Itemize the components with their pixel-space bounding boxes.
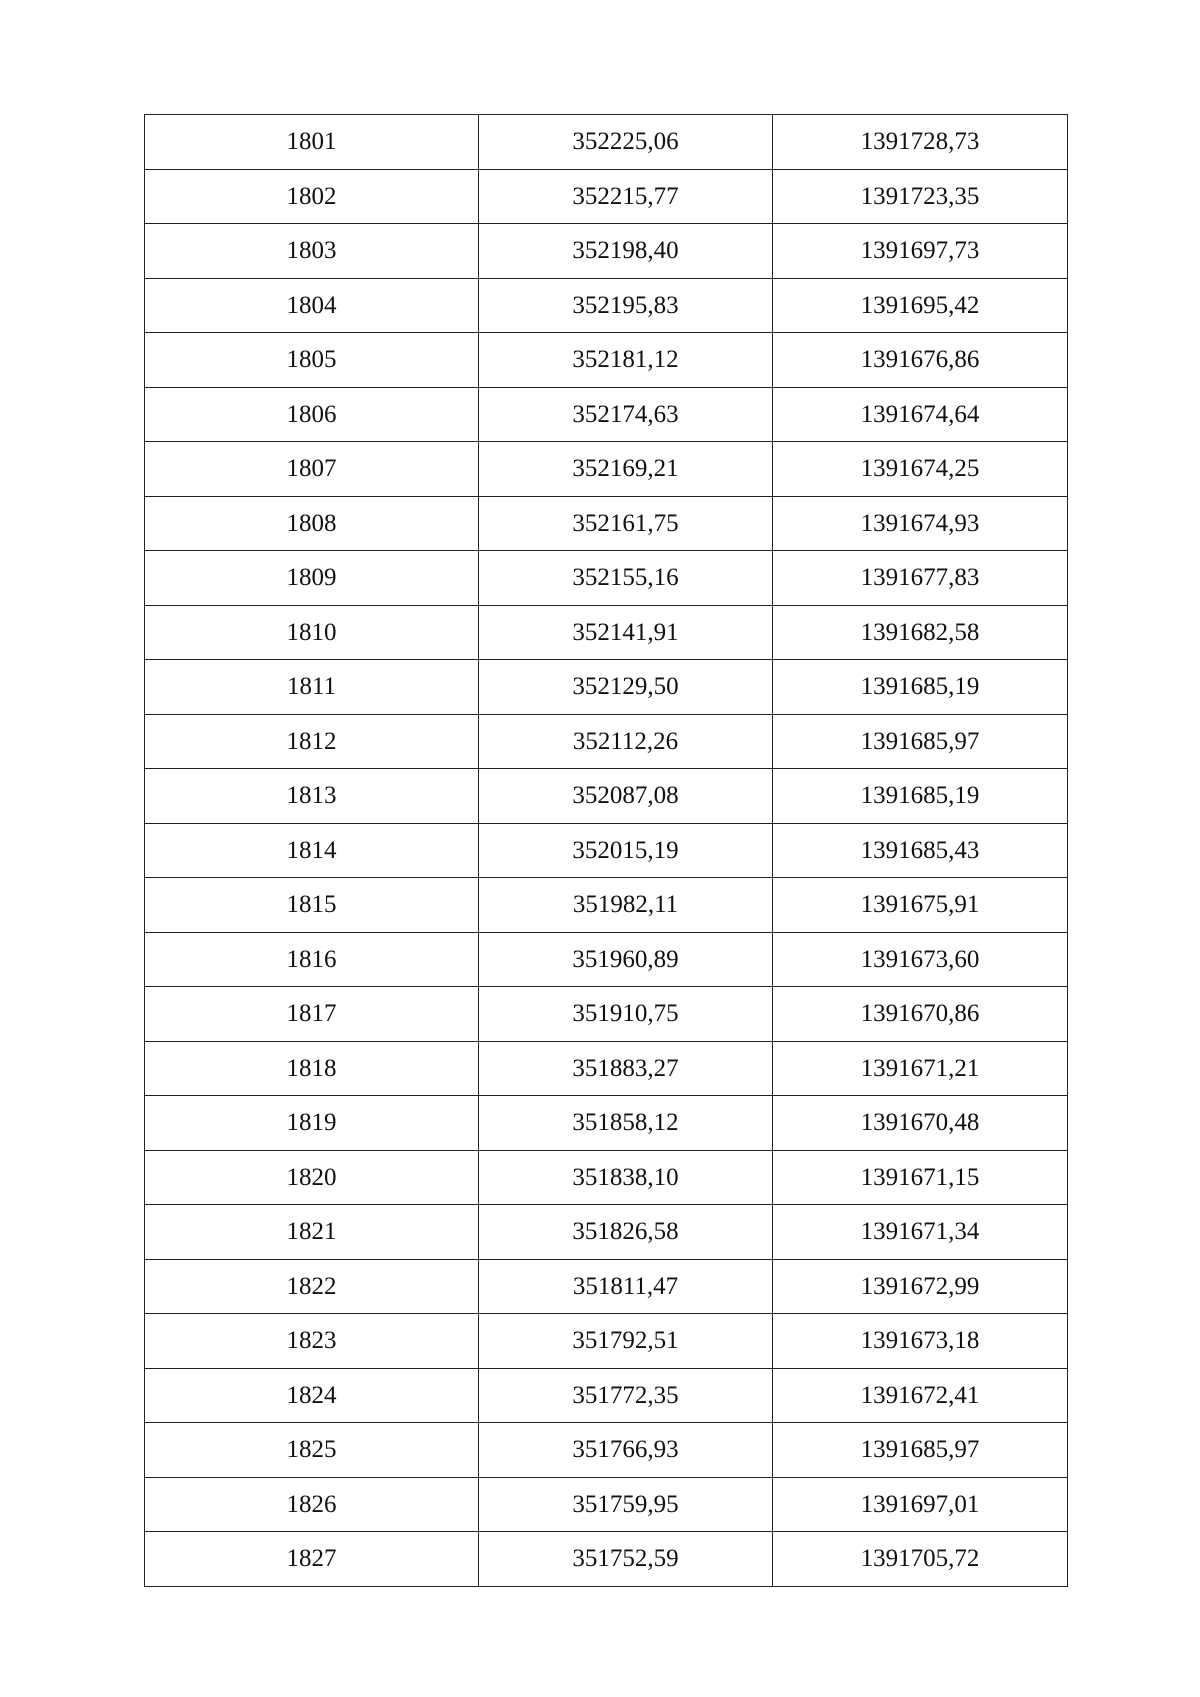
table-row	[145, 769, 1068, 824]
point-number-cell: 1818	[145, 1041, 479, 1096]
y-coordinate-cell: 1391677,83	[773, 551, 1068, 606]
point-number-cell: 1805	[145, 333, 479, 388]
table-row	[145, 1477, 1068, 1532]
x-coordinate-cell: 352225,06	[479, 115, 773, 170]
point-number-cell: 1826	[145, 1477, 479, 1532]
y-coordinate-cell: 1391697,73	[773, 224, 1068, 279]
table-row	[145, 605, 1068, 660]
y-coordinate-cell: 1391674,64	[773, 387, 1068, 442]
table-row	[145, 932, 1068, 987]
x-coordinate-cell: 352015,19	[479, 823, 773, 878]
table-row	[145, 333, 1068, 388]
point-number-cell: 1824	[145, 1368, 479, 1423]
x-coordinate-cell: 351752,59	[479, 1532, 773, 1587]
coordinates-table-body	[145, 115, 1068, 1587]
x-coordinate-cell: 352161,75	[479, 496, 773, 551]
point-number-cell: 1801	[145, 115, 479, 170]
table-row	[145, 387, 1068, 442]
y-coordinate-cell: 1391685,97	[773, 1423, 1068, 1478]
point-number-cell: 1816	[145, 932, 479, 987]
table-row	[145, 1041, 1068, 1096]
table-row	[145, 1368, 1068, 1423]
table-row	[145, 278, 1068, 333]
y-coordinate-cell: 1391674,93	[773, 496, 1068, 551]
table-row	[145, 1532, 1068, 1587]
point-number-cell: 1803	[145, 224, 479, 279]
y-coordinate-cell: 1391685,43	[773, 823, 1068, 878]
table-row	[145, 551, 1068, 606]
point-number-cell: 1802	[145, 169, 479, 224]
x-coordinate-cell: 352174,63	[479, 387, 773, 442]
table-row	[145, 115, 1068, 170]
point-number-cell: 1813	[145, 769, 479, 824]
x-coordinate-cell: 351858,12	[479, 1096, 773, 1151]
point-number-cell: 1808	[145, 496, 479, 551]
y-coordinate-cell: 1391673,60	[773, 932, 1068, 987]
point-number-cell: 1811	[145, 660, 479, 715]
y-coordinate-cell: 1391723,35	[773, 169, 1068, 224]
y-coordinate-cell: 1391675,91	[773, 878, 1068, 933]
x-coordinate-cell: 351910,75	[479, 987, 773, 1042]
x-coordinate-cell: 351759,95	[479, 1477, 773, 1532]
table-row	[145, 169, 1068, 224]
table-row	[145, 442, 1068, 497]
x-coordinate-cell: 352141,91	[479, 605, 773, 660]
point-number-cell: 1814	[145, 823, 479, 878]
table-row	[145, 1150, 1068, 1205]
x-coordinate-cell: 351772,35	[479, 1368, 773, 1423]
table-row	[145, 1096, 1068, 1151]
point-number-cell: 1815	[145, 878, 479, 933]
point-number-cell: 1804	[145, 278, 479, 333]
x-coordinate-cell: 351960,89	[479, 932, 773, 987]
x-coordinate-cell: 351982,11	[479, 878, 773, 933]
table-row	[145, 1205, 1068, 1260]
point-number-cell: 1827	[145, 1532, 479, 1587]
y-coordinate-cell: 1391671,21	[773, 1041, 1068, 1096]
table-row	[145, 1423, 1068, 1478]
x-coordinate-cell: 352087,08	[479, 769, 773, 824]
point-number-cell: 1810	[145, 605, 479, 660]
x-coordinate-cell: 351792,51	[479, 1314, 773, 1369]
y-coordinate-cell: 1391673,18	[773, 1314, 1068, 1369]
y-coordinate-cell: 1391670,48	[773, 1096, 1068, 1151]
point-number-cell: 1825	[145, 1423, 479, 1478]
table-row	[145, 823, 1068, 878]
coordinates-table	[144, 114, 1068, 1587]
x-coordinate-cell: 352155,16	[479, 551, 773, 606]
y-coordinate-cell: 1391672,41	[773, 1368, 1068, 1423]
x-coordinate-cell: 351811,47	[479, 1259, 773, 1314]
point-number-cell: 1812	[145, 714, 479, 769]
point-number-cell: 1820	[145, 1150, 479, 1205]
table-row	[145, 987, 1068, 1042]
y-coordinate-cell: 1391671,15	[773, 1150, 1068, 1205]
y-coordinate-cell: 1391671,34	[773, 1205, 1068, 1260]
point-number-cell: 1823	[145, 1314, 479, 1369]
y-coordinate-cell: 1391728,73	[773, 115, 1068, 170]
y-coordinate-cell: 1391685,19	[773, 769, 1068, 824]
table-row	[145, 660, 1068, 715]
y-coordinate-cell: 1391672,99	[773, 1259, 1068, 1314]
x-coordinate-cell: 351766,93	[479, 1423, 773, 1478]
x-coordinate-cell: 351838,10	[479, 1150, 773, 1205]
y-coordinate-cell: 1391697,01	[773, 1477, 1068, 1532]
table-row	[145, 878, 1068, 933]
y-coordinate-cell: 1391695,42	[773, 278, 1068, 333]
x-coordinate-cell: 351826,58	[479, 1205, 773, 1260]
table-row	[145, 1259, 1068, 1314]
table-row	[145, 224, 1068, 279]
y-coordinate-cell: 1391685,97	[773, 714, 1068, 769]
x-coordinate-cell: 352195,83	[479, 278, 773, 333]
table-row	[145, 1314, 1068, 1369]
x-coordinate-cell: 352129,50	[479, 660, 773, 715]
y-coordinate-cell: 1391670,86	[773, 987, 1068, 1042]
point-number-cell: 1807	[145, 442, 479, 497]
x-coordinate-cell: 352181,12	[479, 333, 773, 388]
x-coordinate-cell: 351883,27	[479, 1041, 773, 1096]
y-coordinate-cell: 1391685,19	[773, 660, 1068, 715]
point-number-cell: 1819	[145, 1096, 479, 1151]
point-number-cell: 1821	[145, 1205, 479, 1260]
x-coordinate-cell: 352112,26	[479, 714, 773, 769]
y-coordinate-cell: 1391676,86	[773, 333, 1068, 388]
point-number-cell: 1822	[145, 1259, 479, 1314]
y-coordinate-cell: 1391705,72	[773, 1532, 1068, 1587]
y-coordinate-cell: 1391682,58	[773, 605, 1068, 660]
table-row	[145, 496, 1068, 551]
point-number-cell: 1806	[145, 387, 479, 442]
x-coordinate-cell: 352169,21	[479, 442, 773, 497]
y-coordinate-cell: 1391674,25	[773, 442, 1068, 497]
table-row	[145, 714, 1068, 769]
point-number-cell: 1809	[145, 551, 479, 606]
point-number-cell: 1817	[145, 987, 479, 1042]
x-coordinate-cell: 352215,77	[479, 169, 773, 224]
x-coordinate-cell: 352198,40	[479, 224, 773, 279]
